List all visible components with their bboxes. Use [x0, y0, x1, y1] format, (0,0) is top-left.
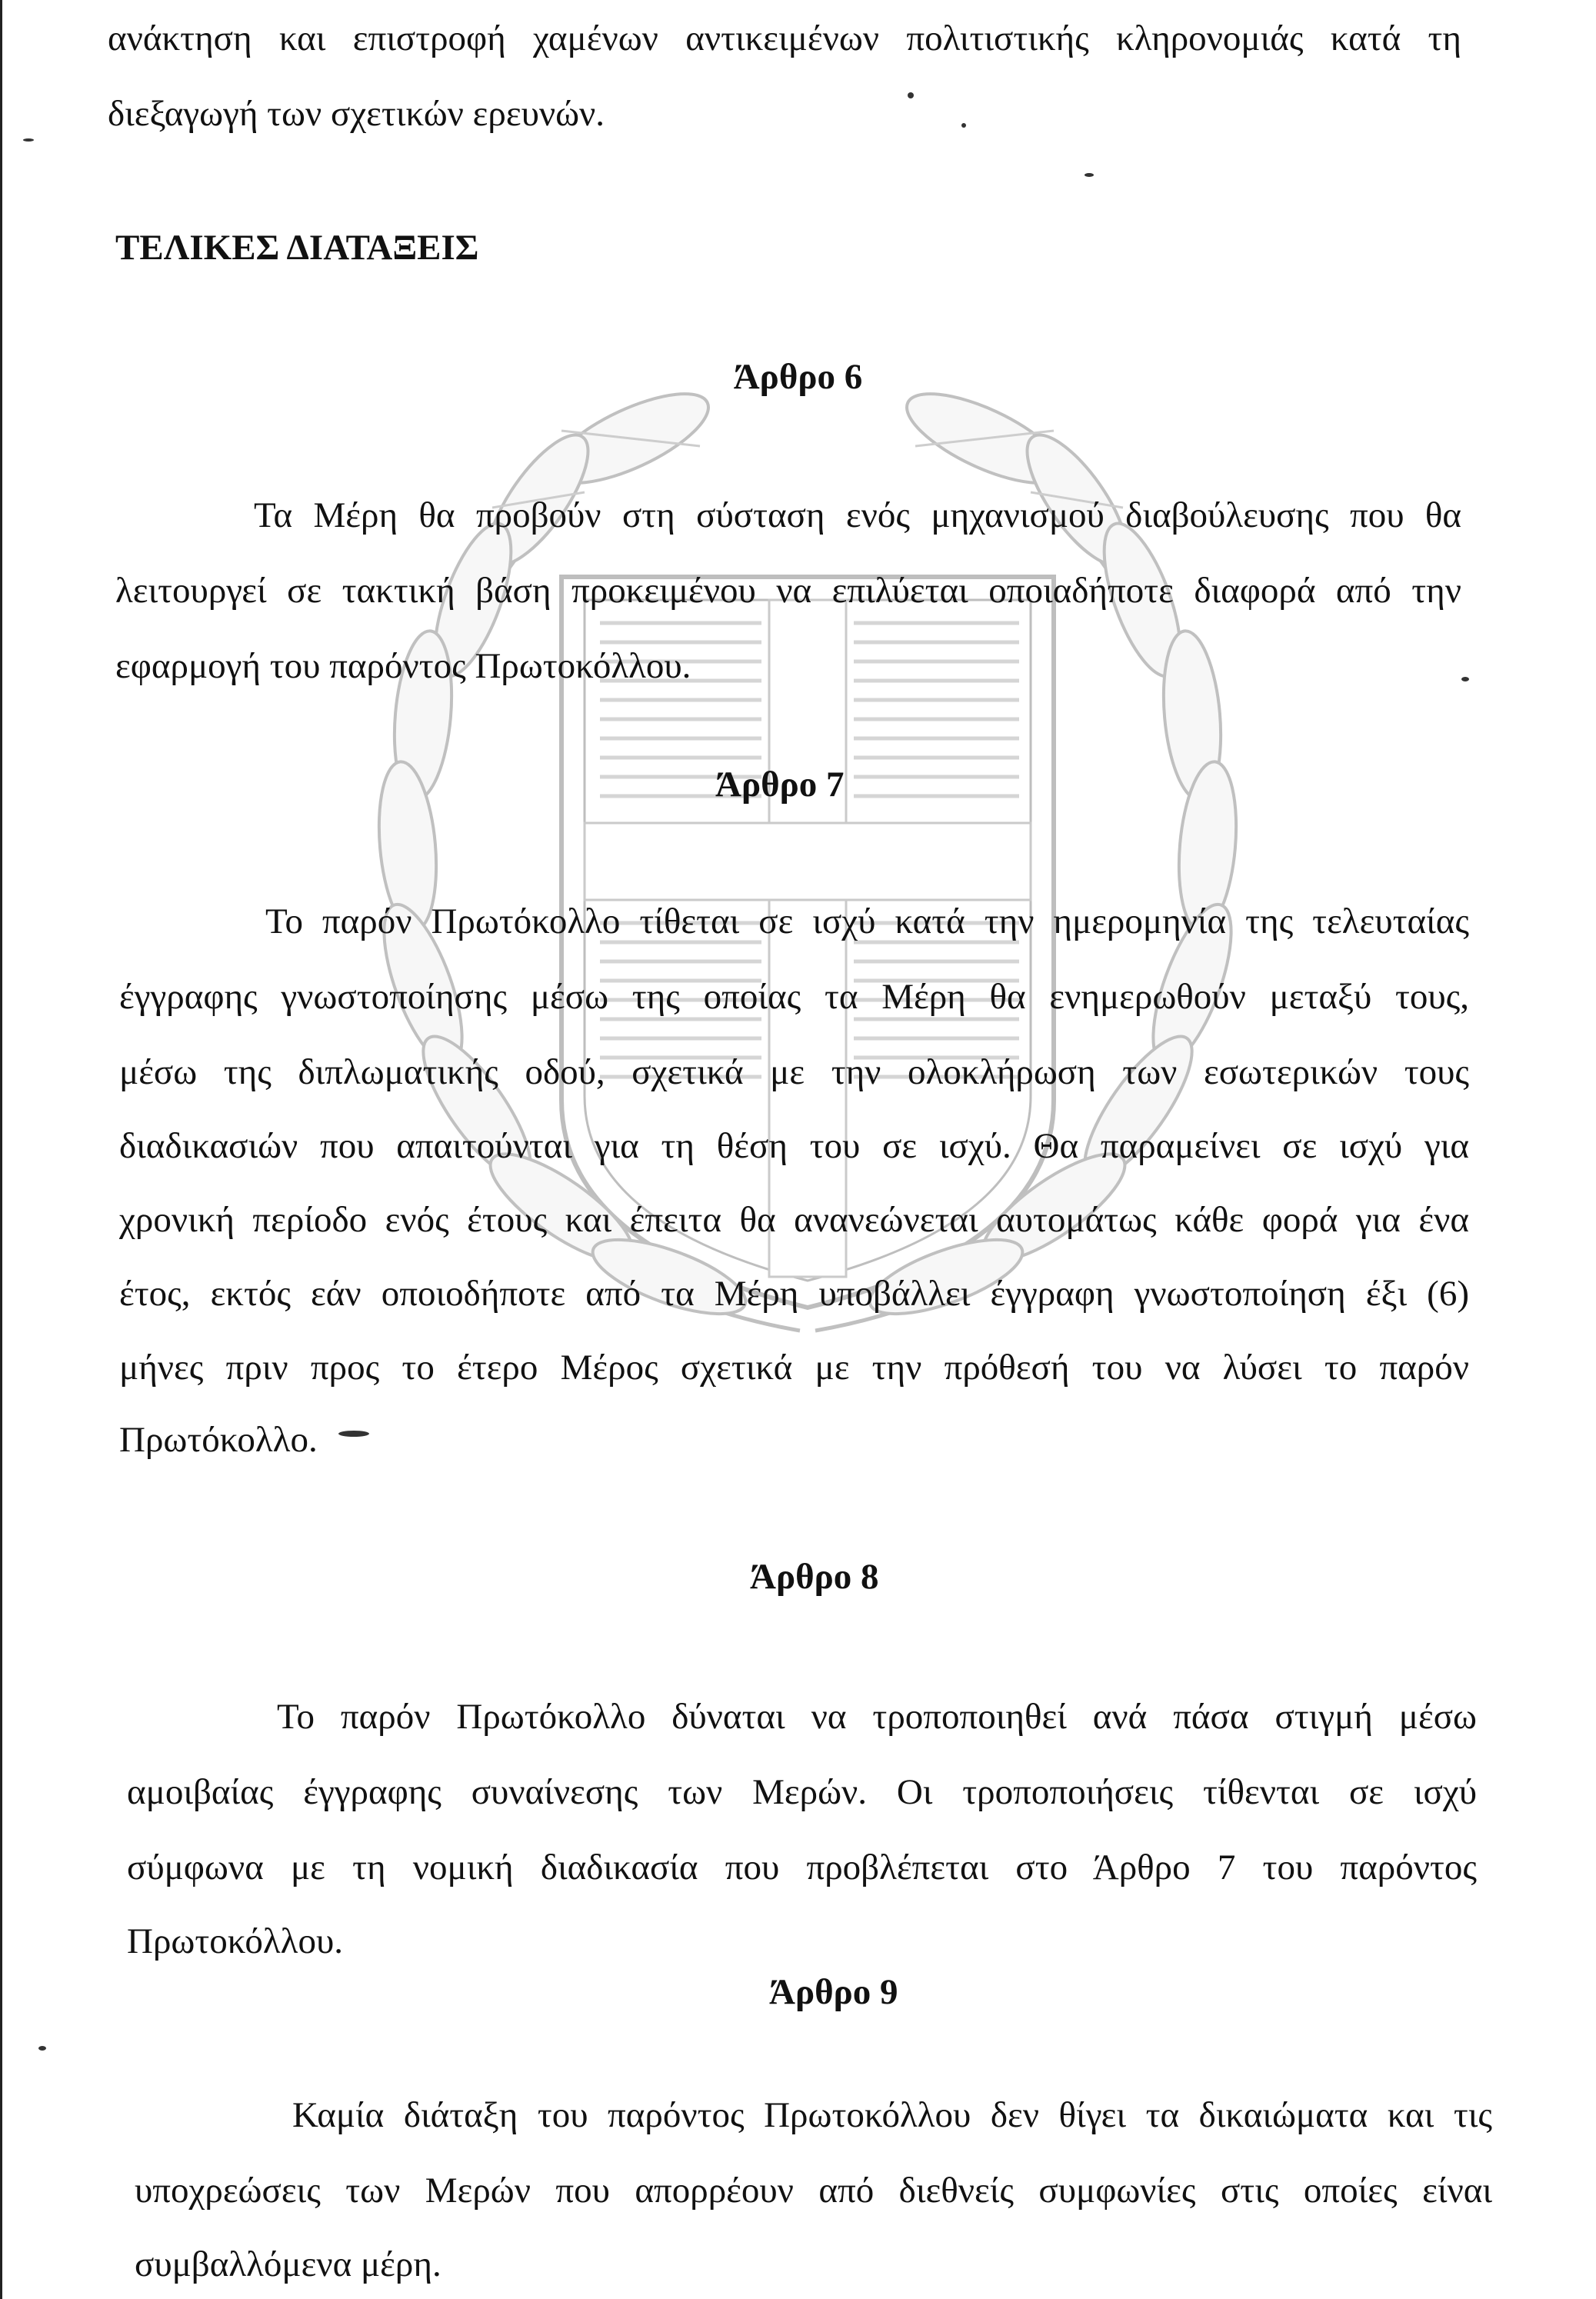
- scan-speck: [1461, 677, 1469, 681]
- scan-speck: [908, 92, 914, 98]
- intro-line-2: διεξαγωγή των σχετικών ερευνών.: [108, 94, 605, 134]
- article-8-line-1: Το παρόν Πρωτόκολλο δύναται να τροποποιηθεί ανά πάσα στιγμή μέσω: [277, 1697, 1477, 1737]
- article-6-heading: Άρθρο 6: [733, 357, 863, 397]
- article-7-line-5: χρονική περίοδο ενός έτους και έπειτα θα ανανεώνεται αυτομάτως κάθε φορά για ένα: [119, 1200, 1469, 1240]
- scan-speck: [338, 1431, 369, 1437]
- article-8-heading: Άρθρο 8: [750, 1557, 879, 1597]
- intro-line-1: ανάκτηση και επιστροφή χαμένων αντικειμένων πολιτιστικής κληρονομιάς κατά τη: [108, 18, 1461, 58]
- article-9-line-2: υποχρεώσεις των Μερών που απορρέουν από διεθνείς συμφωνίες στις οποίες είναι: [135, 2171, 1492, 2211]
- article-7-line-8: Πρωτόκολλο.: [119, 1420, 318, 1460]
- section-title: ΤΕΛΙΚΕΣ ΔΙΑΤΑΞΕΙΣ: [115, 228, 479, 268]
- article-8-line-4: Πρωτοκόλλου.: [127, 1921, 343, 1961]
- article-7-line-2: έγγραφης γνωστοποίησης μέσω της οποίας τα Μέρη θα ενημερωθούν μεταξύ τους,: [119, 977, 1469, 1017]
- article-7-line-6: έτος, εκτός εάν οποιοδήποτε από τα Μέρη υποβάλλει έγγραφη γνωστοποίηση έξι (6): [119, 1274, 1469, 1314]
- article-6-line-2: λειτουργεί σε τακτική βάση προκειμένου να επιλύεται οποιαδήποτε διαφορά από την: [115, 571, 1461, 611]
- article-8-line-3: σύμφωνα με τη νομική διαδικασία που προβλέπεται στο Άρθρο 7 του παρόντος: [127, 1848, 1477, 1888]
- scan-edge: [0, 0, 2, 2299]
- scan-speck: [1085, 173, 1094, 177]
- scan-speck: [38, 2046, 46, 2051]
- scan-speck: [961, 123, 966, 128]
- article-9-line-1: Καμία διάταξη του παρόντος Πρωτοκόλλου δεν θίγει τα δικαιώματα και τις: [292, 2095, 1492, 2135]
- article-7-heading: Άρθρο 7: [715, 765, 845, 805]
- article-9-heading: Άρθρο 9: [769, 1972, 898, 2012]
- article-8-line-2: αμοιβαίας έγγραφης συναίνεσης των Μερών. Οι τροποποιήσεις τίθενται σε ισχύ: [127, 1772, 1477, 1812]
- article-7-line-4: διαδικασιών που απαιτούνται για τη θέση του σε ισχύ. Θα παραμείνει σε ισχύ για: [119, 1126, 1469, 1166]
- article-7-line-1: Το παρόν Πρωτόκολλο τίθεται σε ισχύ κατά την ημερομηνία της τελευταίας: [265, 901, 1469, 941]
- article-7-line-3: μέσω της διπλωματικής οδού, σχετικά με την ολοκλήρωση των εσωτερικών τους: [119, 1052, 1469, 1092]
- article-6-line-1: Τα Μέρη θα προβούν στη σύσταση ενός μηχανισμού διαβούλευσης που θα: [254, 495, 1461, 535]
- article-7-line-7: μήνες πριν προς το έτερο Μέρος σχετικά με την πρόθεσή του να λύσει το παρόν: [119, 1348, 1469, 1388]
- article-9-line-3: συμβαλλόμενα μέρη.: [135, 2244, 441, 2284]
- scan-speck: [23, 138, 34, 142]
- article-6-line-3: εφαρμογή του παρόντος Πρωτοκόλλου.: [115, 646, 691, 686]
